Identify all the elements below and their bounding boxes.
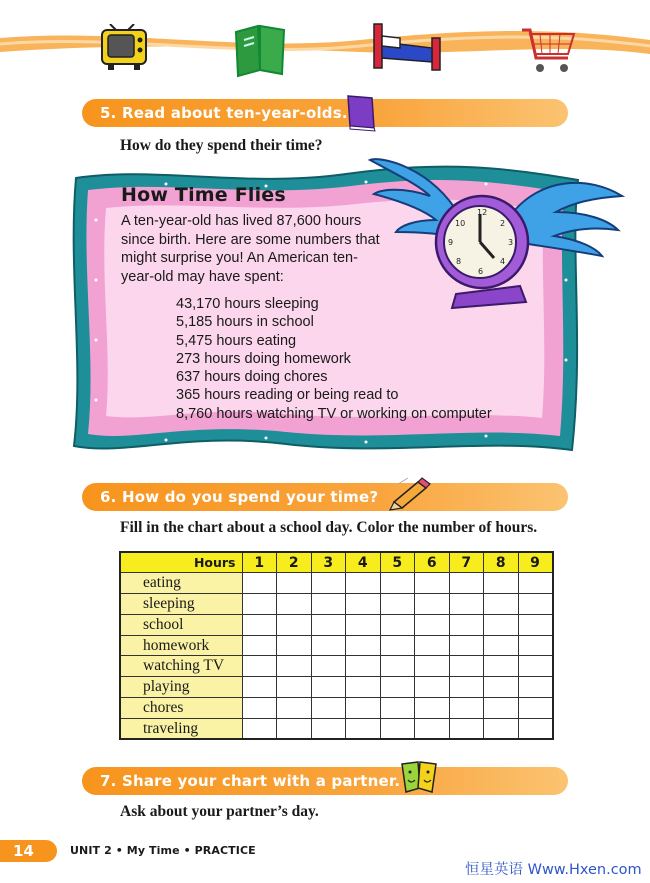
chart-cell[interactable] [346,614,381,635]
svg-text:9: 9 [448,238,454,247]
chart-cell[interactable] [518,656,553,677]
chart-cell[interactable] [277,677,312,698]
chart-cell[interactable] [277,573,312,594]
chart-header-label: Hours [120,552,242,573]
chart-cell[interactable] [380,573,415,594]
section-6-header: 6. How do you spend your time? [82,483,568,511]
chart-cell[interactable] [449,635,484,656]
reading-intro: A ten-year-old has lived 87,600 hours since birth. Here are some numbers that might surprise you! An American ten-year-old may have spent: [121,213,380,285]
table-row [120,573,553,594]
svg-text:3: 3 [508,238,514,247]
chart-column-header: 6 [415,552,450,573]
chart-row-label: playing [120,677,242,698]
chart-column-header: 8 [484,552,519,573]
chart-cell[interactable] [484,656,519,677]
chart-cell[interactable] [415,594,450,615]
table-row [120,677,553,698]
purple-book-icon [344,92,378,132]
chart-cell[interactable] [277,718,312,739]
table-row [120,614,553,635]
tv-icon [98,24,150,72]
chart-cell[interactable] [277,614,312,635]
chart-cell[interactable] [415,656,450,677]
list-item: 5,185 hours in school [176,314,314,331]
list-item: 365 hours reading or being read to [176,387,399,404]
chart-column-header: 2 [277,552,312,573]
chart-column-header: 1 [242,552,277,573]
svg-text:10: 10 [455,219,466,228]
chart-cell[interactable] [380,718,415,739]
chart-cell[interactable] [484,573,519,594]
chart-cell[interactable] [484,677,519,698]
chart-cell[interactable] [449,656,484,677]
chart-column-header: 4 [346,552,381,573]
chart-cell[interactable] [242,573,277,594]
chart-row-label: sleeping [120,594,242,615]
chart-cell[interactable] [518,635,553,656]
chart-cell[interactable] [415,614,450,635]
chart-row-label: chores [120,698,242,719]
chart-cell[interactable] [518,594,553,615]
list-item: 43,170 hours sleeping [176,296,319,312]
list-item: 273 hours doing homework [176,350,351,367]
table-row [120,698,553,719]
chart-cell[interactable] [242,614,277,635]
chart-cell[interactable] [277,594,312,615]
chart-cell[interactable] [346,698,381,719]
chart-cell[interactable] [311,594,346,615]
chart-cell[interactable] [484,635,519,656]
section-7-header: 7. Share your chart with a partner. [82,767,568,795]
svg-text:6: 6 [478,267,484,276]
faces-icon [398,758,440,798]
section-5-question: How do they spend their time? [120,137,323,154]
section-7-instruction: Ask about your partner’s day. [120,803,319,820]
chart-cell[interactable] [277,635,312,656]
chart-row-label: watching TV [120,656,242,677]
chart-cell[interactable] [518,677,553,698]
list-item: 8,760 hours watching TV or working on computer [176,405,492,422]
chart-cell[interactable] [449,698,484,719]
chart-cell[interactable] [242,635,277,656]
chart-cell[interactable] [449,677,484,698]
hours-chart [119,551,554,740]
watermark: 恒星英语 Www.Hxen.com [465,862,642,878]
hours-list [176,295,536,423]
chart-column-header: 3 [311,552,346,573]
chart-cell[interactable] [242,698,277,719]
chart-cell[interactable] [415,635,450,656]
chart-cell[interactable] [380,635,415,656]
table-row [120,718,553,739]
chart-cell[interactable] [484,594,519,615]
chart-cell[interactable] [484,614,519,635]
footer-unit-text: UNIT 2 • My Time • PRACTICE [70,844,256,857]
chart-cell[interactable] [242,718,277,739]
chart-header-row [120,552,553,573]
page-number: 14 [0,840,57,862]
chart-cell[interactable] [449,718,484,739]
chart-cell[interactable] [415,677,450,698]
chart-cell[interactable] [380,698,415,719]
chart-cell[interactable] [518,698,553,719]
chart-cell[interactable] [484,698,519,719]
chart-cell[interactable] [380,656,415,677]
chart-cell[interactable] [518,614,553,635]
chart-cell[interactable] [346,677,381,698]
section-6-instruction: Fill in the chart about a school day. Color the number of hours. [120,519,538,536]
bed-icon [372,20,444,74]
chart-cell[interactable] [311,718,346,739]
pencil-icon [388,474,432,512]
list-item: 637 hours doing chores [176,369,328,386]
chart-cell[interactable] [346,573,381,594]
chart-cell[interactable] [449,614,484,635]
chart-cell[interactable] [449,573,484,594]
book-icon [230,22,290,78]
section-5-header: 5. Read about ten-year-olds. [82,99,568,127]
chart-row-label: eating [120,573,242,594]
chart-cell[interactable] [380,677,415,698]
chart-cell[interactable] [277,656,312,677]
winged-clock-icon [360,146,634,314]
chart-cell[interactable] [449,594,484,615]
chart-cell[interactable] [311,635,346,656]
chart-cell[interactable] [346,718,381,739]
chart-row-label: school [120,614,242,635]
shopping-cart-icon [518,22,578,78]
chart-cell[interactable] [346,635,381,656]
reading-title: How Time Flies [121,184,286,206]
svg-text:2: 2 [500,219,506,228]
chart-cell[interactable] [242,594,277,615]
chart-column-header: 5 [380,552,415,573]
table-row [120,656,553,677]
chart-column-header: 7 [449,552,484,573]
chart-cell[interactable] [311,656,346,677]
table-row [120,594,553,615]
chart-column-header: 9 [518,552,553,573]
svg-text:8: 8 [456,257,462,266]
chart-cell[interactable] [277,698,312,719]
chart-cell[interactable] [242,656,277,677]
svg-text:12: 12 [477,208,488,217]
chart-cell[interactable] [311,614,346,635]
list-item: 5,475 hours eating [176,332,297,349]
chart-row-label: traveling [120,718,242,739]
chart-cell[interactable] [484,718,519,739]
chart-cell[interactable] [380,614,415,635]
chart-cell[interactable] [415,718,450,739]
svg-text:4: 4 [500,257,506,266]
chart-cell[interactable] [380,594,415,615]
chart-cell[interactable] [311,698,346,719]
table-row [120,635,553,656]
chart-cell[interactable] [311,573,346,594]
chart-cell[interactable] [311,677,346,698]
chart-cell[interactable] [518,718,553,739]
chart-cell[interactable] [346,656,381,677]
chart-cell[interactable] [346,594,381,615]
chart-cell[interactable] [518,573,553,594]
chart-cell[interactable] [242,677,277,698]
chart-cell[interactable] [415,698,450,719]
chart-row-label: homework [120,635,242,656]
chart-cell[interactable] [415,573,450,594]
